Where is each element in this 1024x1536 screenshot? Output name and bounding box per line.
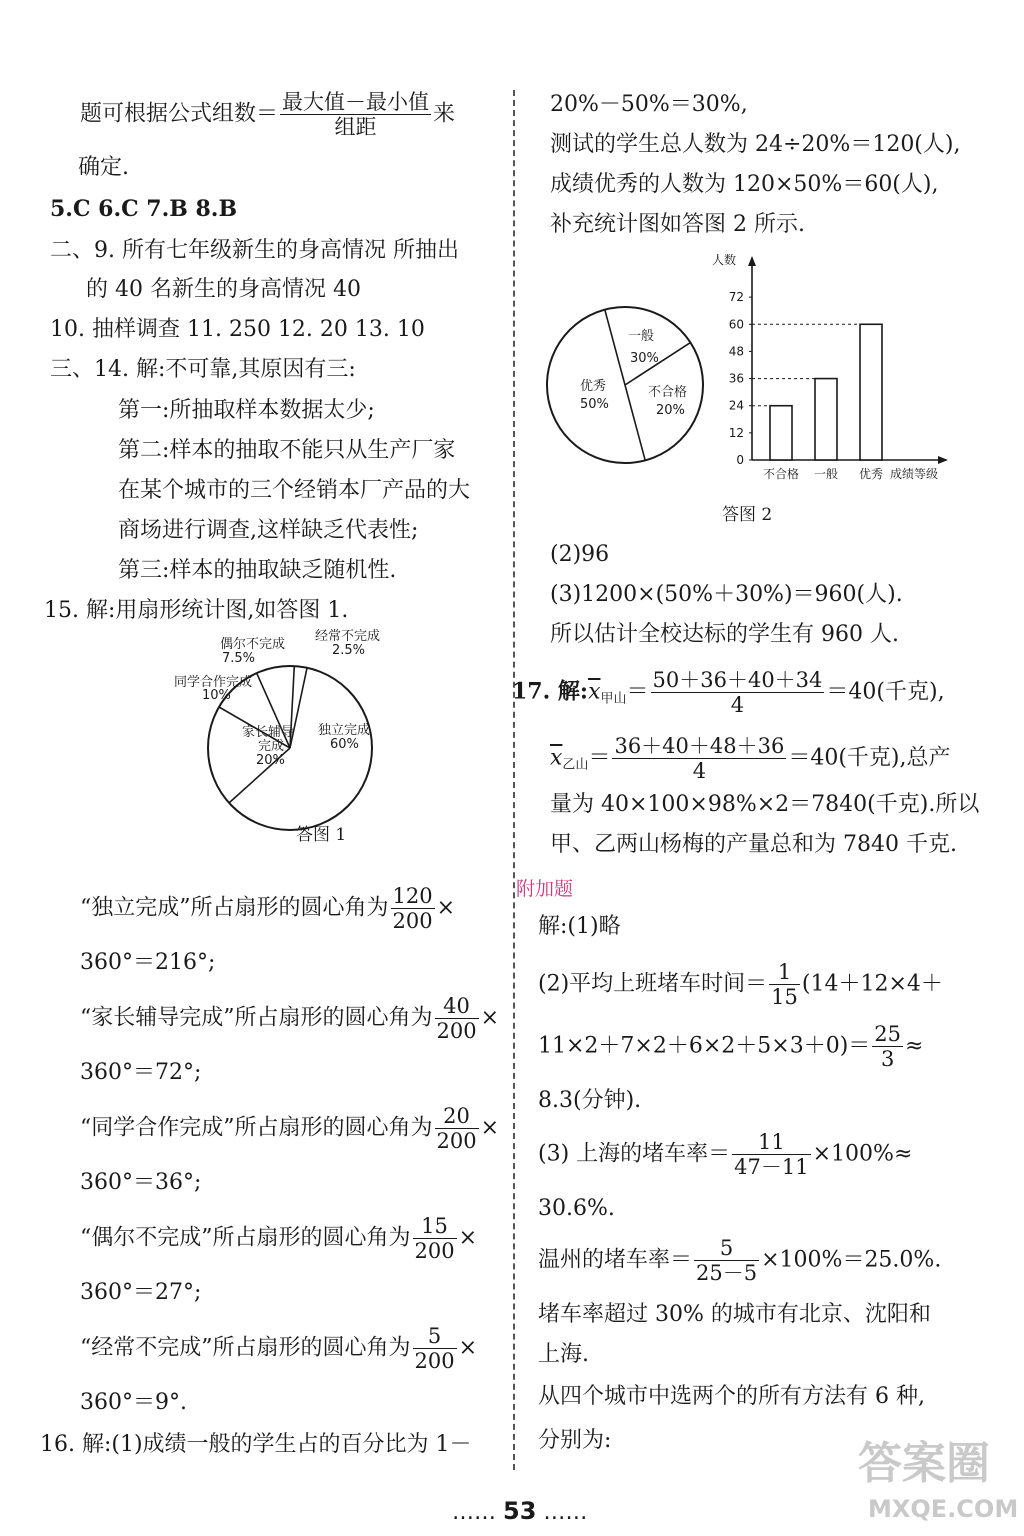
pie1-label-peer-pct: 10% [202,688,231,703]
reason-2: 第二:样本的抽取不能只从生产厂家 [118,438,456,463]
page-number: 53 [503,1497,537,1525]
bar-y-tick: 0 [736,453,744,467]
reason-2-end: 商场进行调查,这样缺乏代表性; [118,518,419,543]
pie1-label-indep: 独立完成 [318,723,371,738]
bar-chart-fig2 [712,248,962,488]
pie2-label-fail-pct: 20% [656,403,685,418]
fig1-caption: 答图 1 [296,825,347,845]
bar-x-arrow [938,456,948,464]
extra-1: 解:(1)略 [538,914,621,939]
fig2-caption: 答图 2 [722,505,773,525]
bar-1 [815,379,837,460]
bar-y-tick: 60 [728,317,744,332]
angle-line-3: “同学合作完成”所占扇形的圆心角为 $\frac{20}{200}$ × [80,1104,500,1153]
bar-label-1: 一般 [813,467,839,481]
pie1-label-parent: 家长辅导 [242,725,295,740]
pie2-label-excellent-pct: 50% [580,397,609,412]
pie1-label-parent-pct: 20% [256,753,285,768]
angle-result-4: 360°＝27°; [80,1280,202,1305]
answer-17-line-1: 17. 解$:\overline{x}_{甲山}=$ $\frac{50+36+40+34}{4}$ ＝40(千克), [512,668,945,717]
reason-1: 第一:所抽取样本数据太少; [118,398,375,423]
answer-14: 三、14. 解:不可靠,其原因有三: [50,357,356,382]
pie2-label-fail: 不合格 [648,385,688,400]
pie-chart-fig1 [160,628,420,838]
answer-9-cont: 的 40 名新生的身高情况 40 [86,277,361,302]
answer-17-line-2: $\overline{x}_{乙山}=$ $\frac{36+40+48+36}{4}$ ＝40(千克),总产 [550,734,951,783]
part-2: (2)96 [550,542,610,567]
bar-x-label: 成绩等级 [890,467,939,481]
pie2-slice-0 [605,310,625,385]
r-line-3: 成绩优秀的人数为 120×50%＝60(人), [550,172,939,197]
angle-line-1: “独立完成”所占扇形的圆心角为 $\frac{120}{200}$ × [80,884,456,933]
answers-5-8: 5.C 6.C 7.B 8.B [50,196,238,222]
pie1-label-indep-pct: 60% [330,737,359,752]
bar-y-tick: 36 [728,371,744,386]
bar-y-arrow [748,256,756,266]
pie2-label-excellent: 优秀 [580,379,607,394]
reason-3: 第三:样本的抽取缺乏随机性. [118,558,397,583]
pie2-slice-1 [625,385,645,460]
bar-2 [860,324,882,460]
bar-label-0: 不合格 [762,467,800,481]
answer-9: 二、9. 所有七年级新生的身高情况 所抽出 [50,238,459,263]
bar-label-2: 优秀 [858,467,884,481]
reason-2-cont: 在某个城市的三个经销本厂产品的大 [118,478,471,503]
extra-6: 30.6%. [538,1196,615,1221]
r-line-1: 20%－50%＝30%, [550,92,748,117]
r-line-2: 测试的学生总人数为 24÷20%＝120(人), [550,132,961,157]
extra-11: 分别为: [538,1428,612,1453]
angle-line-2: “家长辅导完成”所占扇形的圆心角为 $\frac{40}{200}$ × [80,994,500,1043]
extra-7: 温州的堵车率＝ $\frac{5}{25-5}$ ×100%＝25.0%. [538,1236,942,1285]
watermark-logo: 答案圈 [858,1438,990,1489]
angle-line-5: “经常不完成”所占扇形的圆心角为 $\frac{5}{200}$ × [80,1324,478,1373]
pie-chart-fig2 [540,300,710,470]
bar-y-tick: 72 [728,290,744,305]
bar-y-label: 人数 [712,253,737,267]
extra-3: 11×2＋7×2＋6×2＋5×3＋0)＝ $\frac{25}{3}$ ≈ [538,1022,924,1071]
pie1-label-sometimes: 偶尔不完成 [220,637,286,652]
extra-5: (3) 上海的堵车率＝ $\frac{11}{47-11}$ ×100%≈ [538,1130,913,1179]
angle-result-5: 360°＝9°. [80,1390,187,1415]
part-3-conclusion: 所以估计全校达标的学生有 960 人. [550,622,899,647]
pie2-label-avg: 一般 [628,329,655,344]
angle-line-4: “偶尔不完成”所占扇形的圆心角为 $\frac{15}{200}$ × [80,1214,478,1263]
bar-0 [770,406,792,460]
formula-line: 题可根据公式组数＝ $\frac{\text{最大值－最小值}}{\text{组距}}$ 来 [80,90,456,139]
extra-2: (2)平均上班堵车时间＝ $\frac{1}{15}$ (14＋12×4＋ [538,960,943,1009]
answer-17-line-3: 量为 40×100×98%×2＝7840(千克).所以 [550,792,980,817]
extra-8: 堵车率超过 30% 的城市有北京、沈阳和 [538,1302,931,1327]
page-footer: …… 53 …… [452,1497,588,1525]
extra-10: 从四个城市中选两个的所有方法有 6 种, [538,1384,925,1409]
part-3: (3)1200×(50%＋30%)＝960(人). [550,582,903,607]
answers-10-13: 10. 抽样调查 11. 250 12. 20 13. 10 [50,317,425,342]
extra-4: 8.3(分钟). [538,1088,642,1113]
extra-9: 上海. [538,1342,589,1367]
text-line: 确定. [78,155,129,180]
angle-result-1: 360°＝216°; [80,950,216,975]
watermark-url: MXQE.COM [868,1495,1019,1523]
pie2-label-avg-pct: 30% [630,351,659,366]
pie1-label-often: 经常不完成 [315,629,381,644]
answer-15: 15. 解:用扇形统计图,如答图 1. [44,598,349,623]
pie1-label-parent-2: 完成 [258,739,285,754]
bar-y-tick: 48 [728,344,744,359]
group-formula-fraction: $\frac{\text{最大值－最小值}}{\text{组距}}$ [282,90,430,139]
column-divider [513,90,515,1470]
extra-heading: 附加题 [516,878,574,900]
bar-y-tick: 12 [728,425,744,440]
angle-result-3: 360°＝36°; [80,1170,202,1195]
pie1-label-sometimes-pct: 7.5% [222,651,256,666]
r-line-4: 补充统计图如答图 2 所示. [550,212,805,237]
pie1-label-peer: 同学合作完成 [174,675,253,690]
angle-result-2: 360°＝72°; [80,1060,202,1085]
bar-y-tick: 24 [728,398,744,413]
answer-16: 16. 解:(1)成绩一般的学生占的百分比为 1－ [40,1432,472,1457]
answer-17-line-4: 甲、乙两山杨梅的产量总和为 7840 千克. [550,832,957,857]
pie1-label-often-pct: 2.5% [332,643,366,658]
